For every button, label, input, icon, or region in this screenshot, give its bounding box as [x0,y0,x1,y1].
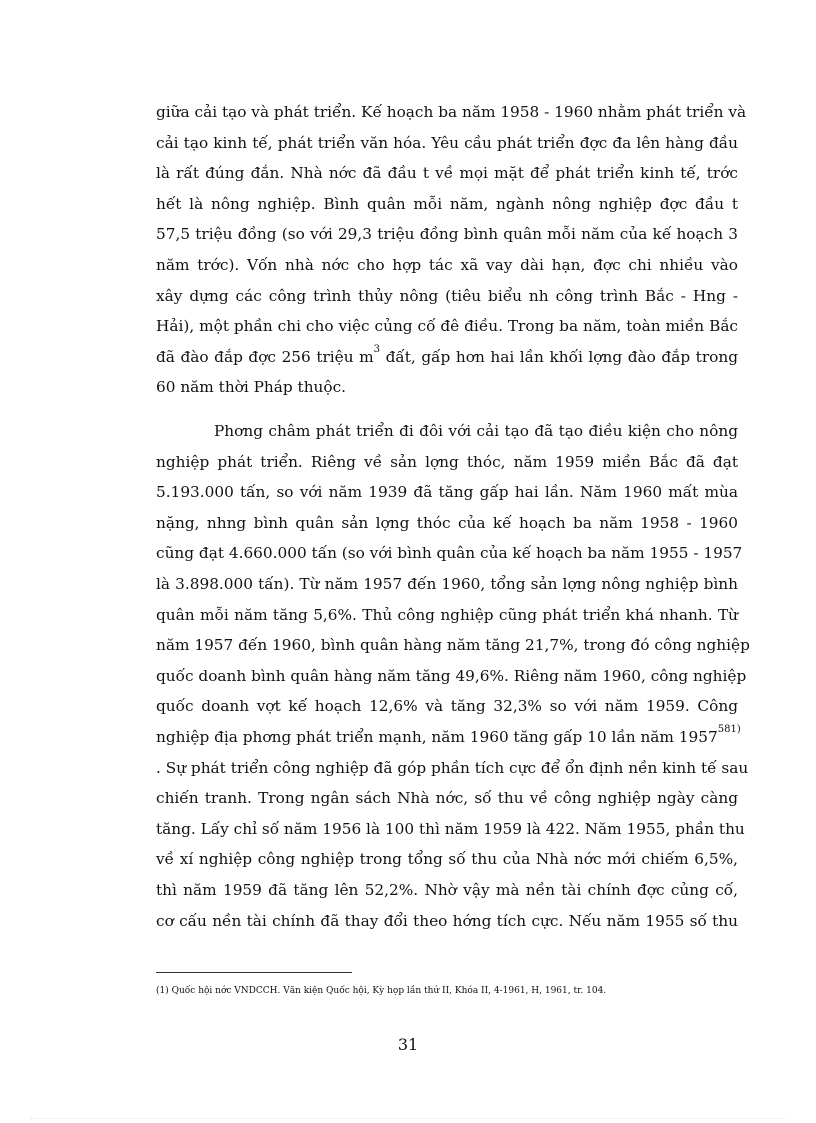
text-line: giữa cải tạo và phát triển. Kế hoạch ba năm 1958 - 1960 nhằm phát triển và [156,103,747,121]
superscript: 3 [373,343,381,355]
page-number: 31 [397,1035,419,1054]
text-line: quốc doanh bình quân hàng năm tăng 49,6%. Riêng năm 1960, công nghiệp [156,666,747,685]
text-line: năm trớc). Vốn nhà nớc cho hợp tác xã vay dài hạn, đợc chi nhiều vào [156,256,738,274]
text-line: là rất đúng đắn. Nhà nớc đã đầu t về mọi mặt để phát triển kinh tế, trớc [156,164,738,183]
text-line: về xí nghiệp công nghiệp trong tổng số thu của Nhà nớc mới chiếm 6,5%, [156,850,738,869]
bottom-dotted-border [30,1118,786,1119]
footnote-separator [156,972,352,973]
text-segment: đất, gấp hơn hai lần khối lợng đào đắp trong [380,347,738,366]
text-line: xây dựng các công trình thủy nông (tiêu biểu nh công trình Bắc - Hng - [156,286,738,305]
text-line: thì năm 1959 đã tăng lên 52,2%. Nhờ vậy mà nền tài chính đợc củng cố, [156,881,738,899]
text-line: nghiệp phát triển. Riêng về sản lợng thóc, năm 1959 miền Bắc đã đạt [156,452,738,471]
text-line: cũng đạt 4.660.000 tấn (so với bình quân của kế hoạch ba năm 1955 - 1957 [156,544,743,563]
text-line: Hải), một phần chi cho việc củng cố đê điều. Trong ba năm, toàn miền Bắc [156,317,738,336]
text-line: năm 1957 đến 1960, bình quân hàng năm tăng 21,7%, trong đó công nghiệp [156,636,750,655]
text-line: cải tạo kinh tế, phát triển văn hóa. Yêu cầu phát triển đợc đa lên hàng đầu [156,133,738,152]
text-line: 5.193.000 tấn, so với năm 1939 đã tăng gấp hai lần. Năm 1960 mất mùa [156,483,738,502]
text-line: cơ cấu nền tài chính đã thay đổi theo hớng tích cực. Nếu năm 1955 số thu [156,911,738,930]
text-line: chiến tranh. Trong ngân sách Nhà nớc, số thu về công nghiệp ngày càng [156,789,738,808]
footnote: (1) Quốc hội nớc VNDCCH. Văn kiện Quốc hội, Kỳ họp lần thứ II, Khóa II, 4-1961, H, 1961, tr. 104. [156,986,607,996]
text-line [156,723,741,751]
text-line: . Sự phát triển công nghiệp đã góp phần tích cực để ổn định nền kinh tế sau [156,758,749,777]
text-line: tăng. Lấy chỉ số năm 1956 là 100 thì năm 1959 là 422. Năm 1955, phần thu [156,819,745,838]
text-line: hết là nông nghiệp. Bình quân mỗi năm, ngành nông nghiệp đợc đầu t [156,194,738,213]
text-line: quốc doanh vợt kế hoạch 12,6% và tăng 32,3% so với năm 1959. Công [156,697,738,716]
text-line: nặng, nhng bình quân sản lợng thóc của kế hoạch ba năm 1958 - 1960 [156,513,738,532]
text-line: quân mỗi năm tăng 5,6%. Thủ công nghiệp cũng phát triển khá nhanh. Từ [156,605,738,624]
text-segment: đã đào đắp đợc 256 triệu m [156,347,374,366]
text-line: Phơng châm phát triển đi đôi với cải tạo đã tạo điều kiện cho nông [214,422,738,440]
text-line [156,343,738,371]
text-line: 57,5 triệu đồng (so với 29,3 triệu đồng bình quân mỗi năm của kế hoạch 3 [156,225,738,244]
text-line: là 3.898.000 tấn). Từ năm 1957 đến 1960, tổng sản lợng nông nghiệp bình [156,575,738,593]
text-segment: nghiệp địa phơng phát triển mạnh, năm 1960 tăng gấp 10 lần năm 1957 [156,728,718,746]
superscript: 581) [717,724,741,735]
text-line: 60 năm thời Pháp thuộc. [156,378,347,397]
